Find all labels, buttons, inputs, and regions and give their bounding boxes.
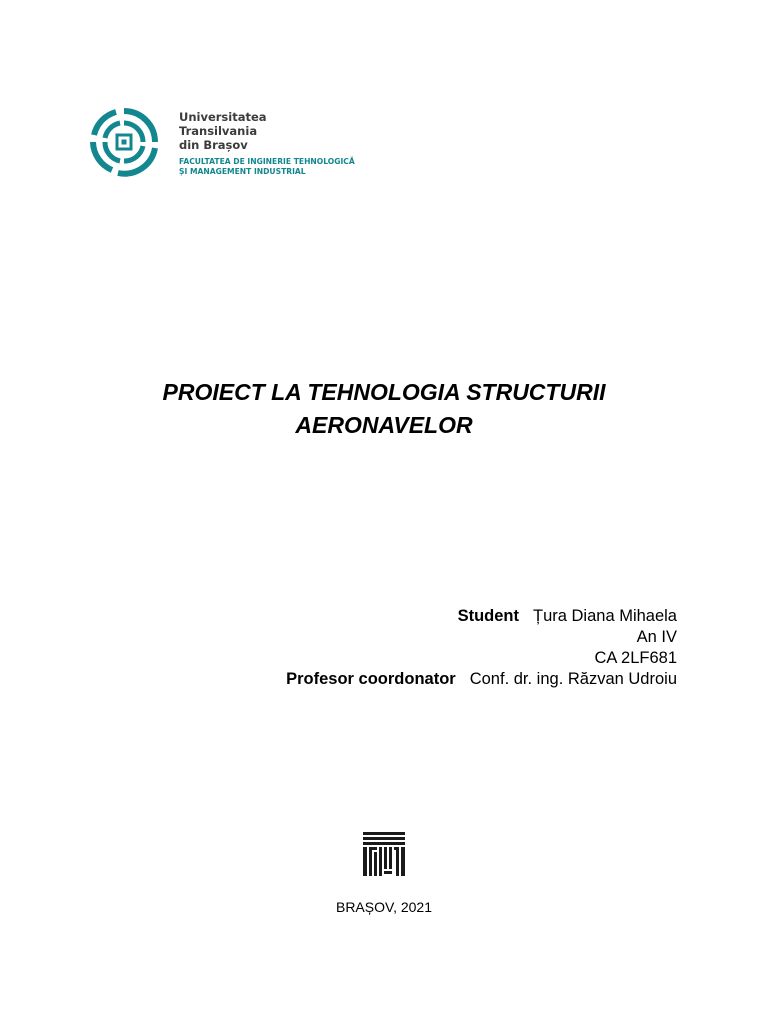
footer-city: BRAȘOV — [335, 899, 394, 915]
project-title — [0, 376, 768, 442]
professor-label: Profesor coordonator — [286, 670, 456, 688]
faculty-name-line2: ȘI MANAGEMENT INDUSTRIAL — [179, 167, 306, 176]
student-label: Student — [457, 607, 519, 625]
footer-year: 2021 — [400, 899, 432, 915]
professor-name: Conf. dr. ing. Răzvan Udroiu — [469, 670, 677, 688]
header-logo — [88, 106, 368, 182]
project-title-line2: AERONAVELOR — [295, 412, 473, 438]
university-name-line3: din Brașov — [179, 138, 248, 152]
university-emblem-icon — [363, 832, 405, 876]
group-row: CA 2LF681 — [594, 649, 677, 667]
faculty-name — [179, 157, 355, 177]
professor-row — [286, 669, 677, 690]
faculty-name-line1: FACULTATEA DE INGINERIE TEHNOLOGICĂ — [179, 157, 355, 166]
project-title-line1: PROIECT LA TEHNOLOGIA STRUCTURII — [162, 379, 606, 405]
author-info — [286, 606, 677, 690]
student-row — [286, 606, 677, 627]
footer-location: BRAȘOV, 2021 — [335, 899, 432, 915]
student-name: Țura Diana Mihaela — [533, 607, 677, 625]
logo-text — [179, 110, 355, 177]
university-name-line2: Transilvania — [179, 124, 258, 138]
university-name-line1: Universitatea — [179, 110, 267, 124]
year-row: An IV — [636, 628, 677, 646]
university-logo-icon — [88, 106, 160, 178]
